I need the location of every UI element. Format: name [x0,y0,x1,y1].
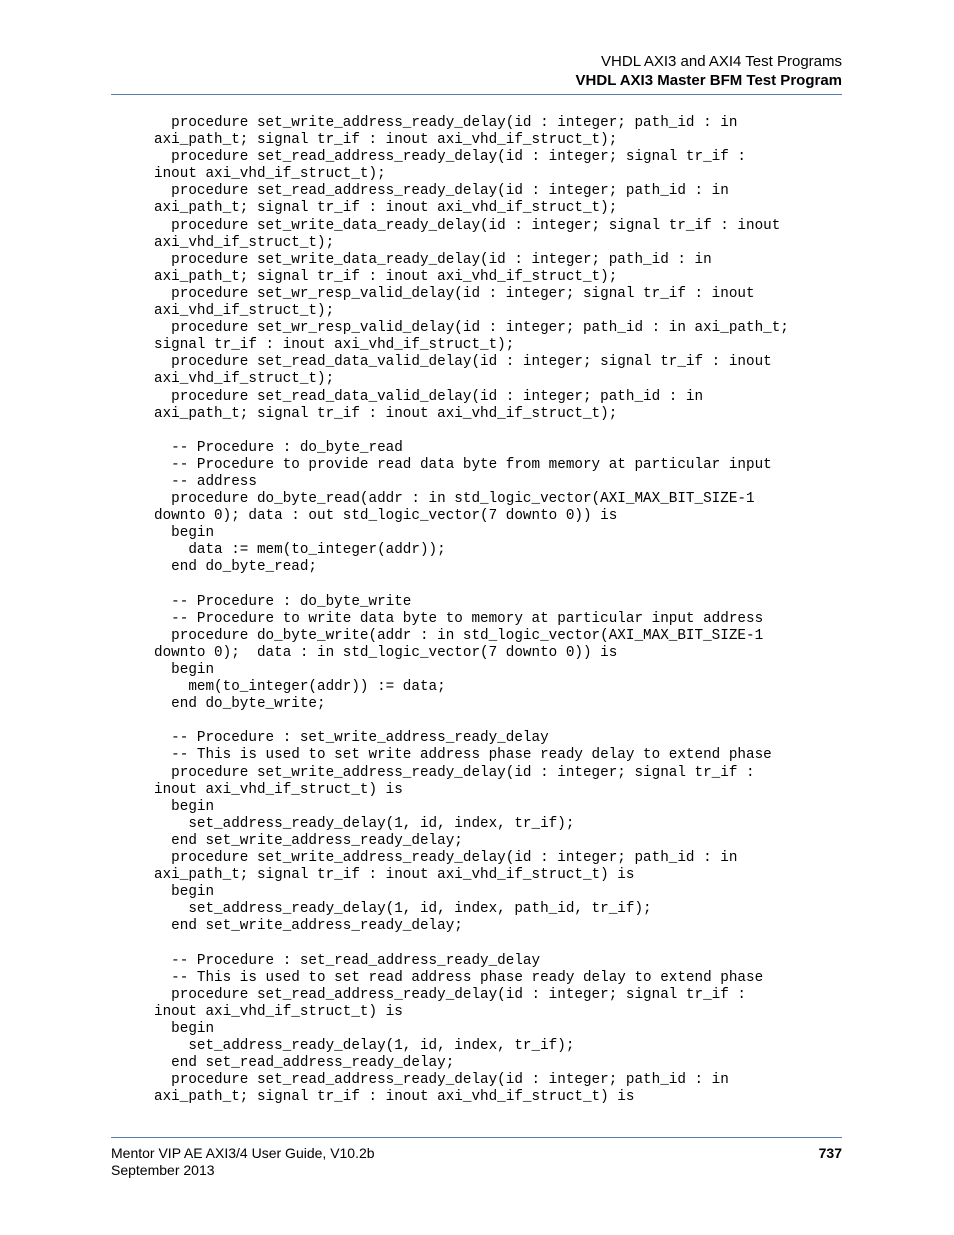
code-line: axi_vhd_if_struct_t); [154,234,335,251]
code-line: procedure set_write_address_ready_delay(id : integer; signal tr_if : [154,764,755,781]
code-line: procedure set_read_data_valid_delay(id : integer; path_id : in [154,388,704,405]
code-line: procedure set_read_address_ready_delay(id : integer; path_id : in [154,1072,729,1089]
code-line: end set_write_address_ready_delay; [154,832,463,849]
code-line: procedure set_write_address_ready_delay(id : integer; path_id : in [154,115,738,131]
code-line: -- Procedure : set_read_address_ready_delay [154,952,541,969]
code-line: begin [154,525,215,542]
code-line: -- Procedure : set_write_address_ready_delay [154,730,549,747]
code-line: procedure set_read_data_valid_delay(id : integer; signal tr_if : inout [154,354,772,371]
code-line: axi_path_t; signal tr_if : inout axi_vhd_if_struct_t) is [154,867,635,884]
code-listing [154,115,844,1106]
code-line: begin [154,884,215,901]
code-line: procedure set_write_address_ready_delay(id : integer; path_id : in [154,850,738,867]
code-line: procedure set_write_data_ready_delay(id : integer; path_id : in [154,251,712,268]
code-line: set_address_ready_delay(1, id, index, tr_if); [154,1038,575,1055]
code-line: end set_write_address_ready_delay; [154,918,463,935]
code-line: downto 0); data : in std_logic_vector(7 downto 0)) is [154,644,618,661]
code-line: mem(to_integer(addr)) := data; [154,679,446,696]
code-line: procedure set_wr_resp_valid_delay(id : integer; path_id : in axi_path_t; [154,320,789,337]
code-line: procedure do_byte_write(addr : in std_logic_vector(AXI_MAX_BIT_SIZE-1 [154,627,764,644]
section-title: VHDL AXI3 Master BFM Test Program [575,72,842,89]
code-line: downto 0); data : out std_logic_vector(7 downto 0)) is [154,508,618,525]
code-line: axi_path_t; signal tr_if : inout axi_vhd_if_struct_t); [154,132,618,149]
running-header [576,52,842,90]
code-line: signal tr_if : inout axi_vhd_if_struct_t); [154,337,515,354]
code-line: begin [154,798,215,815]
header-rule [111,94,842,95]
code-line: procedure set_read_address_ready_delay(id : integer; signal tr_if : [154,986,746,1003]
code-line: axi_path_t; signal tr_if : inout axi_vhd_if_struct_t); [154,268,618,285]
code-line: -- address [154,473,257,490]
code-line: procedure set_read_address_ready_delay(id : integer; path_id : in [154,183,729,200]
code-line: -- This is used to set write address phase ready delay to extend phase [154,747,772,764]
code-line: end set_read_address_ready_delay; [154,1055,455,1072]
code-line: end do_byte_write; [154,696,326,713]
guide-title: Mentor VIP AE AXI3/4 User Guide, V10.2b [111,1145,375,1161]
code-line: -- Procedure : do_byte_read [154,439,403,456]
chapter-title: VHDL AXI3 and AXI4 Test Programs [601,53,842,70]
code-line: -- Procedure : do_byte_write [154,593,412,610]
code-line: axi_vhd_if_struct_t); [154,371,335,388]
footer-rule [111,1137,842,1138]
code-line: begin [154,662,215,678]
code-line: -- This is used to set read address phase ready delay to extend phase [154,969,764,986]
code-line: inout axi_vhd_if_struct_t); [154,166,386,183]
code-line: procedure do_byte_read(addr : in std_logic_vector(AXI_MAX_BIT_SIZE-1 [154,491,755,508]
code-line: set_address_ready_delay(1, id, index, tr_if); [154,815,575,832]
code-line: procedure set_write_data_ready_delay(id : integer; signal tr_if : inout [154,217,781,234]
code-line: set_address_ready_delay(1, id, index, path_id, tr_if); [154,901,652,918]
code-line: -- Procedure to write data byte to memory at particular input address [154,610,764,627]
code-line: begin [154,1020,215,1037]
code-line: inout axi_vhd_if_struct_t) is [154,781,403,798]
page-number: 737 [818,1145,842,1161]
code-line: procedure set_wr_resp_valid_delay(id : integer; signal tr_if : inout [154,285,755,302]
code-line: axi_path_t; signal tr_if : inout axi_vhd_if_struct_t); [154,405,618,422]
code-line: procedure set_read_address_ready_delay(id : integer; signal tr_if : [154,149,746,166]
footer-info [111,1145,375,1179]
publication-date: September 2013 [111,1162,215,1178]
code-line: -- Procedure to provide read data byte from memory at particular input [154,456,772,473]
code-line: data := mem(to_integer(addr)); [154,542,446,559]
code-line: axi_path_t; signal tr_if : inout axi_vhd_if_struct_t) is [154,1089,635,1106]
code-line: end do_byte_read; [154,559,318,576]
code-line: axi_path_t; signal tr_if : inout axi_vhd_if_struct_t); [154,200,618,217]
code-line: axi_vhd_if_struct_t); [154,303,335,320]
code-line: inout axi_vhd_if_struct_t) is [154,1003,403,1020]
